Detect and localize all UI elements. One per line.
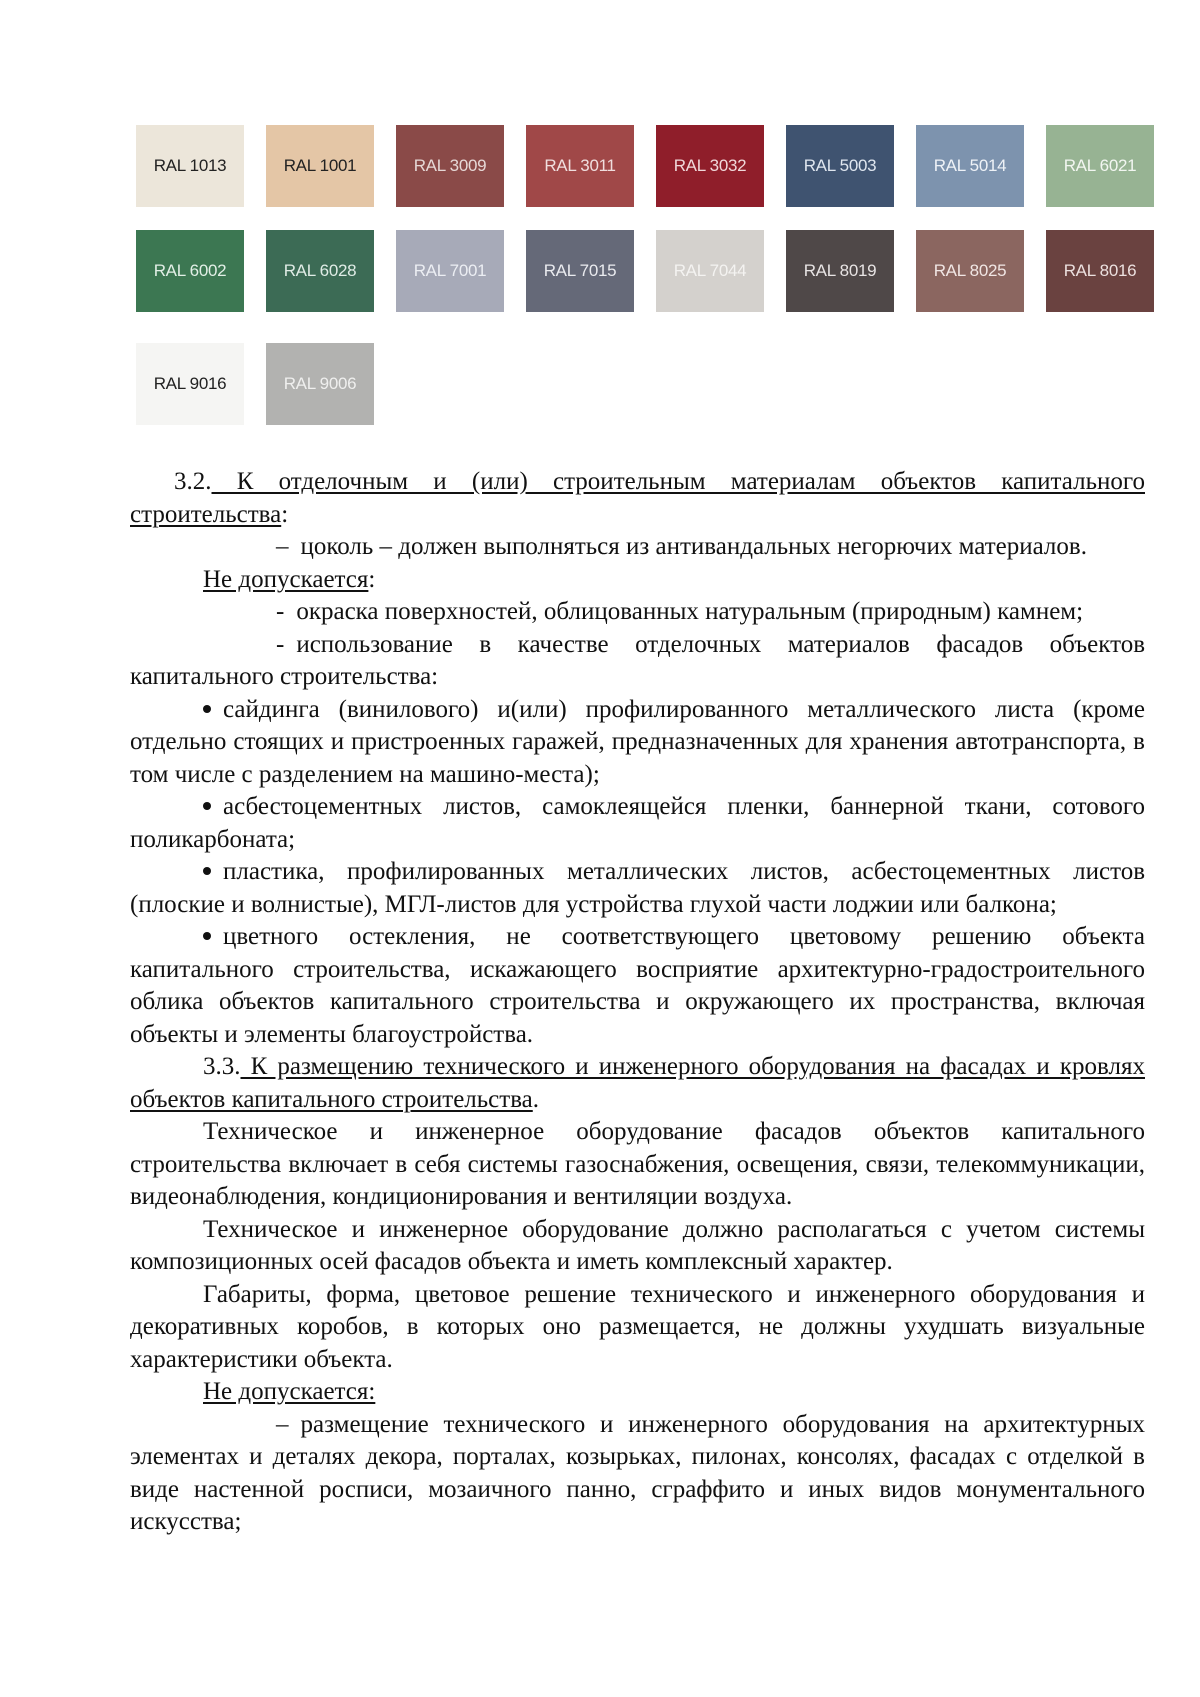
swatch-label: RAL 6002	[153, 261, 227, 280]
bullet-item	[130, 791, 1145, 856]
list-item-text: окраска поверхностей, облицованных натуральным (природным) камнем;	[296, 598, 1084, 625]
swatch-label: RAL 5014	[933, 156, 1007, 175]
bullet-item	[130, 694, 1145, 792]
punctuation: .	[532, 1085, 540, 1113]
bullet-item	[130, 921, 1145, 1051]
list-item	[130, 596, 1145, 629]
swatch	[396, 125, 504, 207]
swatch-label: RAL 9006	[283, 374, 357, 393]
bullet-text: асбестоцементных листов, самоклеящейся пленки, баннерной ткани, сотового поликарбоната;	[130, 793, 1145, 853]
swatch	[266, 125, 374, 207]
swatch-label: RAL 1013	[153, 156, 227, 175]
swatch-label: RAL 7001	[413, 261, 487, 280]
swatch-label: RAL 8019	[803, 261, 877, 280]
swatch-label: RAL 1001	[283, 156, 357, 175]
swatch	[786, 125, 894, 207]
not-allowed-label	[130, 1376, 1145, 1409]
swatch-label: RAL 6021	[1063, 156, 1137, 175]
paragraph: Габариты, форма, цветовое решение технического и инженерного оборудования и декоративных коробов, в которых оно размещается, не должны ухудшать визуальные характеристики объекта.	[130, 1280, 1145, 1373]
dash-marker: -	[276, 598, 285, 625]
swatch-label: RAL 5003	[803, 156, 877, 175]
swatch-label: RAL 3032	[673, 156, 747, 175]
swatch	[396, 230, 504, 312]
section-3-2-heading	[130, 466, 1145, 531]
paragraph: Техническое и инженерное оборудование должно располагаться с учетом системы композиционных осей фасадов объекта и иметь комплексный характер.	[130, 1215, 1145, 1275]
dash-marker: –	[276, 1410, 289, 1438]
document-body	[130, 466, 1145, 1539]
bullet-icon	[203, 705, 211, 713]
swatch	[136, 230, 244, 312]
swatch	[1046, 125, 1154, 207]
list-item	[130, 531, 1145, 564]
swatch	[1046, 230, 1154, 312]
swatch	[916, 230, 1024, 312]
swatch	[266, 343, 374, 425]
swatch-label: RAL 3011	[544, 156, 616, 175]
swatch-label: RAL 9016	[153, 374, 227, 393]
swatch-label: RAL 8016	[1063, 261, 1137, 280]
swatch	[656, 125, 764, 207]
section-3-3-heading	[130, 1051, 1145, 1116]
list-item	[130, 629, 1145, 694]
bullet-item	[130, 856, 1145, 921]
bullet-text: цветного остекления, не соответствующего цветовому решению объекта капитального строительства, искажающего восприятие архитектурно-градостроительного облика объектов капитального строительства и окружающего их пространства, включая объекты и элементы благоустройства.	[130, 923, 1145, 1048]
not-allowed-text: Не допускается	[203, 565, 369, 593]
swatch	[656, 230, 764, 312]
swatch	[136, 343, 244, 425]
swatch	[526, 230, 634, 312]
swatch-label: RAL 8025	[933, 261, 1007, 280]
not-allowed-text: Не допускается:	[203, 1378, 376, 1405]
bullet-text: сайдинга (винилового) и(или) профилированного металлического листа (кроме отдельно стоящих и пристроенных гаражей, предназначенных для хранения автотранспорта, в том числе с разделением на машино-места);	[130, 695, 1145, 788]
bullet-icon	[203, 867, 211, 875]
swatch-label: RAL 7015	[543, 261, 617, 280]
bullet-icon	[203, 802, 211, 810]
dash-marker: –	[276, 533, 289, 560]
ral-color-palette	[0, 0, 1200, 440]
swatch	[136, 125, 244, 207]
swatch	[526, 125, 634, 207]
punctuation: :	[368, 565, 376, 593]
section-number: 3.2.	[174, 468, 212, 495]
bullet-text: пластика, профилированных металлических листов, асбестоцементных листов (плоские и волнистые), МГЛ-листов для устройства глухой части лоджии или балкона;	[130, 858, 1145, 918]
punctuation: :	[281, 500, 289, 528]
swatch-label: RAL 6028	[283, 261, 357, 280]
bullet-icon	[203, 932, 211, 940]
paragraph: Техническое и инженерное оборудование фасадов объектов капитального строительства включает в себя системы газоснабжения, освещения, связи, телекоммуникации, видеонаблюдения, кондиционирования и вентиляции воздуха.	[130, 1118, 1145, 1210]
swatch	[916, 125, 1024, 207]
section-number: 3.3.	[203, 1053, 241, 1080]
swatch-label: RAL 7044	[673, 261, 747, 280]
list-item-text: размещение технического и инженерного оборудования на архитектурных элементах и деталях декора, порталах, козырьках, пилонах, консолях, фасадах с отделкой в виде настенной росписи, мозаичного панно, сграффито и иных видов монументального искусства;	[130, 1410, 1145, 1535]
section-title: К размещению технического и инженерного оборудования на фасадах и кровлях объектов капитального строительства	[130, 1053, 1145, 1113]
section-title: К отделочным и (или) строительным материалам объектов капитального строительства	[130, 468, 1145, 528]
list-item-text: использование в качестве отделочных материалов фасадов объектов капитального строительства:	[130, 630, 1145, 690]
dash-marker: -	[276, 630, 285, 658]
list-item	[130, 1409, 1145, 1539]
swatch-label: RAL 3009	[413, 156, 487, 175]
swatch	[786, 230, 894, 312]
list-item-text: цоколь – должен выполняться из антивандальных негорючих материалов.	[300, 533, 1087, 560]
swatch	[266, 230, 374, 312]
not-allowed-label	[130, 564, 1145, 597]
